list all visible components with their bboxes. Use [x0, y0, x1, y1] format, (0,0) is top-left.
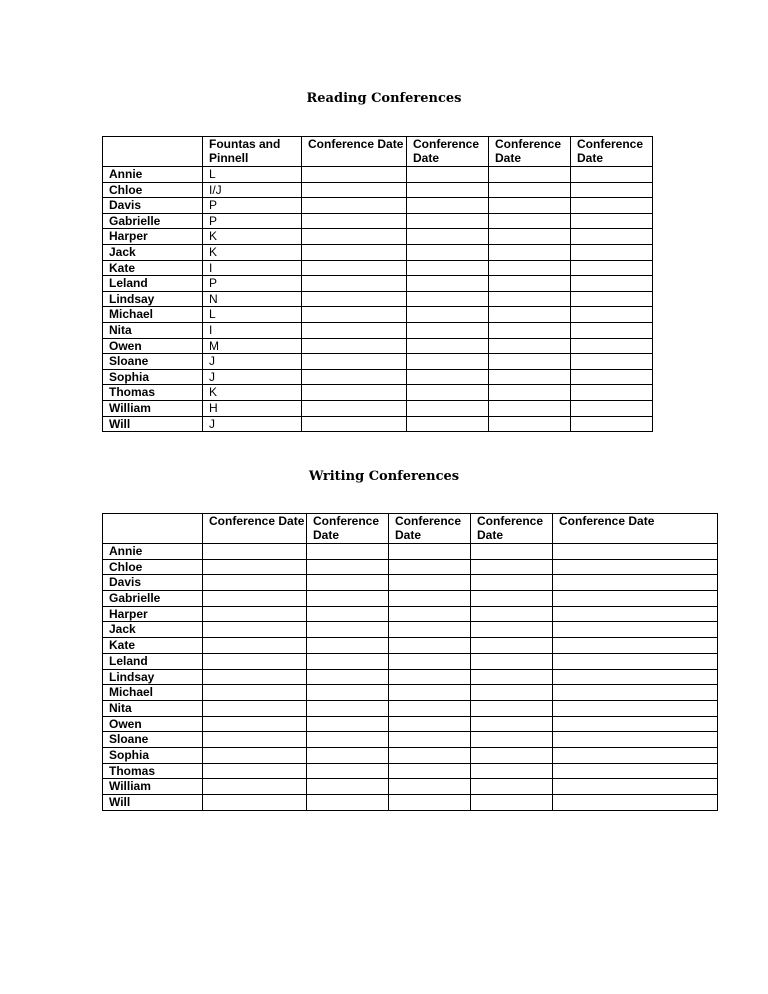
conference-date-cell[interactable]: [203, 575, 307, 591]
conference-date-cell[interactable]: [302, 229, 407, 245]
reading-level-cell: K: [203, 229, 302, 245]
conference-date-cell[interactable]: [389, 638, 471, 654]
student-name-cell: Chloe: [103, 559, 203, 575]
table-row: [103, 700, 718, 716]
conference-date-cell[interactable]: [407, 276, 489, 292]
reading-header-row: [103, 137, 653, 167]
table-row: [103, 575, 718, 591]
table-row: [103, 260, 653, 276]
student-name-cell: Jack: [103, 622, 203, 638]
student-name-cell: Harper: [103, 606, 203, 622]
conference-date-cell[interactable]: [203, 716, 307, 732]
table-row: [103, 229, 653, 245]
conference-date-cell[interactable]: [471, 622, 553, 638]
header-conference-date-cell: Conference Date: [571, 137, 653, 167]
conference-date-cell[interactable]: [407, 213, 489, 229]
conference-date-cell[interactable]: [389, 575, 471, 591]
conference-date-cell[interactable]: [489, 338, 571, 354]
reading-conferences-table: [102, 136, 653, 432]
conference-date-cell[interactable]: [489, 322, 571, 338]
conference-date-cell[interactable]: [203, 638, 307, 654]
conference-date-cell[interactable]: [307, 685, 389, 701]
student-name-cell: Thomas: [103, 763, 203, 779]
header-conference-date-cell: Conference Date: [407, 137, 489, 167]
reading-level-cell: K: [203, 385, 302, 401]
student-name-cell: Owen: [103, 716, 203, 732]
header-conference-date-cell: Conference Date: [489, 137, 571, 167]
conference-date-cell[interactable]: [571, 276, 653, 292]
student-name-cell: Nita: [103, 700, 203, 716]
conference-date-cell[interactable]: [389, 606, 471, 622]
header-level-cell: Fountas and Pinnell: [203, 137, 302, 167]
student-name-cell: Lindsay: [103, 291, 203, 307]
conference-date-cell[interactable]: [307, 669, 389, 685]
conference-date-cell[interactable]: [571, 322, 653, 338]
conference-date-cell[interactable]: [489, 198, 571, 214]
conference-date-cell[interactable]: [553, 606, 718, 622]
conference-date-cell[interactable]: [571, 369, 653, 385]
header-conference-date-cell: Conference Date: [307, 514, 389, 544]
table-row: [103, 747, 718, 763]
table-row: [103, 638, 718, 654]
conference-date-cell[interactable]: [407, 354, 489, 370]
student-name-cell: Will: [103, 795, 203, 811]
student-name-cell: Annie: [103, 544, 203, 560]
conference-date-cell[interactable]: [553, 669, 718, 685]
conference-date-cell[interactable]: [302, 291, 407, 307]
table-row: [103, 416, 653, 432]
conference-date-cell[interactable]: [307, 606, 389, 622]
student-name-cell: William: [103, 779, 203, 795]
table-row: [103, 354, 653, 370]
conference-date-cell[interactable]: [203, 779, 307, 795]
student-name-cell: Owen: [103, 338, 203, 354]
conference-date-cell[interactable]: [407, 229, 489, 245]
conference-date-cell[interactable]: [302, 198, 407, 214]
conference-date-cell[interactable]: [307, 795, 389, 811]
conference-date-cell[interactable]: [489, 369, 571, 385]
conference-date-cell[interactable]: [553, 747, 718, 763]
conference-date-cell[interactable]: [571, 354, 653, 370]
student-name-cell: Nita: [103, 322, 203, 338]
table-row: [103, 732, 718, 748]
conference-date-cell[interactable]: [553, 732, 718, 748]
conference-date-cell[interactable]: [307, 544, 389, 560]
conference-date-cell[interactable]: [203, 669, 307, 685]
conference-date-cell[interactable]: [203, 732, 307, 748]
conference-date-cell[interactable]: [302, 307, 407, 323]
conference-date-cell[interactable]: [571, 167, 653, 183]
conference-date-cell[interactable]: [203, 795, 307, 811]
conference-date-cell[interactable]: [553, 763, 718, 779]
table-row: [103, 307, 653, 323]
conference-date-cell[interactable]: [471, 653, 553, 669]
conference-date-cell[interactable]: [302, 167, 407, 183]
conference-date-cell[interactable]: [471, 779, 553, 795]
conference-date-cell[interactable]: [389, 622, 471, 638]
conference-date-cell[interactable]: [307, 559, 389, 575]
conference-date-cell[interactable]: [489, 400, 571, 416]
student-name-cell: Gabrielle: [103, 591, 203, 607]
conference-date-cell[interactable]: [307, 716, 389, 732]
conference-date-cell[interactable]: [471, 591, 553, 607]
conference-date-cell[interactable]: [307, 622, 389, 638]
student-name-cell: William: [103, 400, 203, 416]
student-name-cell: Sloane: [103, 732, 203, 748]
conference-date-cell[interactable]: [302, 182, 407, 198]
conference-date-cell[interactable]: [203, 622, 307, 638]
conference-date-cell[interactable]: [389, 732, 471, 748]
conference-date-cell[interactable]: [389, 779, 471, 795]
conference-date-cell[interactable]: [571, 400, 653, 416]
header-conference-date-cell: Conference Date: [203, 514, 307, 544]
conference-date-cell[interactable]: [489, 229, 571, 245]
conference-date-cell[interactable]: [389, 653, 471, 669]
conference-date-cell[interactable]: [389, 747, 471, 763]
header-corner-cell: [103, 514, 203, 544]
table-row: [103, 322, 653, 338]
conference-date-cell[interactable]: [307, 591, 389, 607]
table-row: [103, 291, 653, 307]
conference-date-cell[interactable]: [553, 795, 718, 811]
conference-date-cell[interactable]: [389, 795, 471, 811]
conference-date-cell[interactable]: [489, 291, 571, 307]
student-name-cell: Kate: [103, 260, 203, 276]
student-name-cell: Sophia: [103, 747, 203, 763]
conference-date-cell[interactable]: [489, 167, 571, 183]
conference-date-cell[interactable]: [407, 307, 489, 323]
student-name-cell: Will: [103, 416, 203, 432]
conference-date-cell[interactable]: [489, 244, 571, 260]
conference-date-cell[interactable]: [203, 700, 307, 716]
conference-date-cell[interactable]: [571, 182, 653, 198]
conference-date-cell[interactable]: [553, 716, 718, 732]
reading-level-cell: N: [203, 291, 302, 307]
student-name-cell: Michael: [103, 307, 203, 323]
conference-date-cell[interactable]: [489, 276, 571, 292]
conference-date-cell[interactable]: [307, 638, 389, 654]
conference-date-cell[interactable]: [471, 606, 553, 622]
conference-date-cell[interactable]: [489, 182, 571, 198]
conference-date-cell[interactable]: [471, 575, 553, 591]
conference-date-cell[interactable]: [553, 559, 718, 575]
table-row: [103, 606, 718, 622]
conference-date-cell[interactable]: [203, 763, 307, 779]
header-corner-cell: [103, 137, 203, 167]
student-name-cell: Lindsay: [103, 669, 203, 685]
conference-date-cell[interactable]: [571, 244, 653, 260]
conference-date-cell[interactable]: [471, 763, 553, 779]
conference-date-cell[interactable]: [553, 685, 718, 701]
conference-date-cell[interactable]: [389, 700, 471, 716]
reading-level-cell: I/J: [203, 182, 302, 198]
reading-level-cell: P: [203, 276, 302, 292]
writing-conferences-table: [102, 513, 718, 811]
conference-date-cell[interactable]: [571, 260, 653, 276]
conference-date-cell[interactable]: [203, 653, 307, 669]
conference-date-cell[interactable]: [407, 322, 489, 338]
student-name-cell: Leland: [103, 276, 203, 292]
table-row: [103, 653, 718, 669]
conference-date-cell[interactable]: [203, 685, 307, 701]
conference-date-cell[interactable]: [302, 213, 407, 229]
table-row: [103, 559, 718, 575]
conference-date-cell[interactable]: [389, 763, 471, 779]
conference-date-cell[interactable]: [553, 622, 718, 638]
conference-date-cell[interactable]: [407, 400, 489, 416]
conference-date-cell[interactable]: [203, 559, 307, 575]
header-conference-date-cell: Conference Date: [302, 137, 407, 167]
header-conference-date-cell: Conference Date: [389, 514, 471, 544]
table-row: [103, 369, 653, 385]
conference-date-cell[interactable]: [489, 307, 571, 323]
conference-date-cell[interactable]: [553, 575, 718, 591]
header-conference-date-cell: Conference Date: [553, 514, 718, 544]
conference-date-cell[interactable]: [307, 700, 389, 716]
conference-date-cell[interactable]: [571, 307, 653, 323]
conference-date-cell[interactable]: [471, 544, 553, 560]
table-row: [103, 591, 718, 607]
conference-date-cell[interactable]: [471, 638, 553, 654]
table-row: [103, 276, 653, 292]
student-name-cell: Chloe: [103, 182, 203, 198]
student-name-cell: Gabrielle: [103, 213, 203, 229]
table-row: [103, 385, 653, 401]
conference-date-cell[interactable]: [471, 795, 553, 811]
conference-date-cell[interactable]: [471, 559, 553, 575]
student-name-cell: Davis: [103, 198, 203, 214]
table-row: [103, 338, 653, 354]
conference-date-cell[interactable]: [471, 669, 553, 685]
conference-date-cell[interactable]: [389, 685, 471, 701]
reading-level-cell: J: [203, 354, 302, 370]
student-name-cell: Michael: [103, 685, 203, 701]
conference-date-cell[interactable]: [407, 244, 489, 260]
conference-date-cell[interactable]: [407, 260, 489, 276]
table-row: [103, 167, 653, 183]
conference-date-cell[interactable]: [307, 779, 389, 795]
table-row: [103, 400, 653, 416]
header-conference-date-cell: Conference Date: [471, 514, 553, 544]
table-row: [103, 669, 718, 685]
conference-date-cell[interactable]: [302, 416, 407, 432]
student-name-cell: Jack: [103, 244, 203, 260]
conference-date-cell[interactable]: [571, 338, 653, 354]
conference-date-cell[interactable]: [407, 338, 489, 354]
conference-date-cell[interactable]: [407, 385, 489, 401]
conference-date-cell[interactable]: [471, 700, 553, 716]
conference-date-cell[interactable]: [302, 244, 407, 260]
table-row: [103, 244, 653, 260]
conference-date-cell[interactable]: [553, 591, 718, 607]
conference-date-cell[interactable]: [203, 591, 307, 607]
conference-date-cell[interactable]: [571, 229, 653, 245]
reading-level-cell: L: [203, 167, 302, 183]
table-row: [103, 716, 718, 732]
conference-date-cell[interactable]: [471, 685, 553, 701]
student-name-cell: Kate: [103, 638, 203, 654]
reading-level-cell: J: [203, 369, 302, 385]
conference-date-cell[interactable]: [407, 182, 489, 198]
conference-date-cell[interactable]: [302, 260, 407, 276]
conference-date-cell[interactable]: [553, 544, 718, 560]
conference-date-cell[interactable]: [571, 198, 653, 214]
reading-level-cell: H: [203, 400, 302, 416]
conference-date-cell[interactable]: [407, 291, 489, 307]
writing-header-row: [103, 514, 718, 544]
conference-date-cell[interactable]: [389, 716, 471, 732]
table-row: [103, 779, 718, 795]
conference-date-cell[interactable]: [553, 779, 718, 795]
conference-date-cell[interactable]: [407, 167, 489, 183]
conference-date-cell[interactable]: [203, 747, 307, 763]
table-row: [103, 198, 653, 214]
student-name-cell: Annie: [103, 167, 203, 183]
conference-date-cell[interactable]: [489, 354, 571, 370]
writing-conferences-title: Writing Conferences: [308, 469, 460, 484]
conference-date-cell[interactable]: [489, 385, 571, 401]
table-row: [103, 685, 718, 701]
conference-date-cell[interactable]: [389, 544, 471, 560]
conference-date-cell[interactable]: [203, 606, 307, 622]
student-name-cell: Harper: [103, 229, 203, 245]
reading-level-cell: P: [203, 213, 302, 229]
student-name-cell: Thomas: [103, 385, 203, 401]
conference-date-cell[interactable]: [307, 653, 389, 669]
conference-date-cell[interactable]: [302, 400, 407, 416]
conference-date-cell[interactable]: [471, 747, 553, 763]
conference-date-cell[interactable]: [553, 700, 718, 716]
student-name-cell: Sophia: [103, 369, 203, 385]
reading-level-cell: K: [203, 244, 302, 260]
reading-level-cell: M: [203, 338, 302, 354]
conference-date-cell[interactable]: [553, 653, 718, 669]
conference-date-cell[interactable]: [307, 763, 389, 779]
conference-date-cell[interactable]: [302, 385, 407, 401]
conference-date-cell[interactable]: [407, 416, 489, 432]
conference-date-cell[interactable]: [302, 369, 407, 385]
conference-date-cell[interactable]: [203, 544, 307, 560]
conference-date-cell[interactable]: [571, 291, 653, 307]
conference-date-cell[interactable]: [471, 732, 553, 748]
table-row: [103, 213, 653, 229]
conference-date-cell[interactable]: [307, 732, 389, 748]
conference-date-cell[interactable]: [302, 322, 407, 338]
reading-level-cell: I: [203, 260, 302, 276]
table-row: [103, 795, 718, 811]
table-row: [103, 763, 718, 779]
reading-level-cell: L: [203, 307, 302, 323]
student-name-cell: Davis: [103, 575, 203, 591]
conference-date-cell[interactable]: [571, 213, 653, 229]
conference-date-cell[interactable]: [489, 260, 571, 276]
conference-date-cell[interactable]: [571, 385, 653, 401]
conference-date-cell[interactable]: [389, 591, 471, 607]
conference-date-cell[interactable]: [489, 213, 571, 229]
student-name-cell: Leland: [103, 653, 203, 669]
conference-date-cell[interactable]: [471, 716, 553, 732]
conference-date-cell[interactable]: [302, 276, 407, 292]
conference-date-cell[interactable]: [307, 747, 389, 763]
conference-date-cell[interactable]: [489, 416, 571, 432]
table-row: [103, 544, 718, 560]
conference-date-cell[interactable]: [571, 416, 653, 432]
conference-date-cell[interactable]: [302, 354, 407, 370]
student-name-cell: Sloane: [103, 354, 203, 370]
conference-date-cell[interactable]: [389, 559, 471, 575]
reading-conferences-title: Reading Conferences: [306, 91, 462, 106]
conference-date-cell[interactable]: [302, 338, 407, 354]
reading-level-cell: P: [203, 198, 302, 214]
conference-date-cell[interactable]: [407, 198, 489, 214]
conference-date-cell[interactable]: [389, 669, 471, 685]
table-row: [103, 182, 653, 198]
reading-level-cell: J: [203, 416, 302, 432]
reading-level-cell: I: [203, 322, 302, 338]
table-row: [103, 622, 718, 638]
conference-date-cell[interactable]: [307, 575, 389, 591]
conference-date-cell[interactable]: [407, 369, 489, 385]
conference-date-cell[interactable]: [553, 638, 718, 654]
